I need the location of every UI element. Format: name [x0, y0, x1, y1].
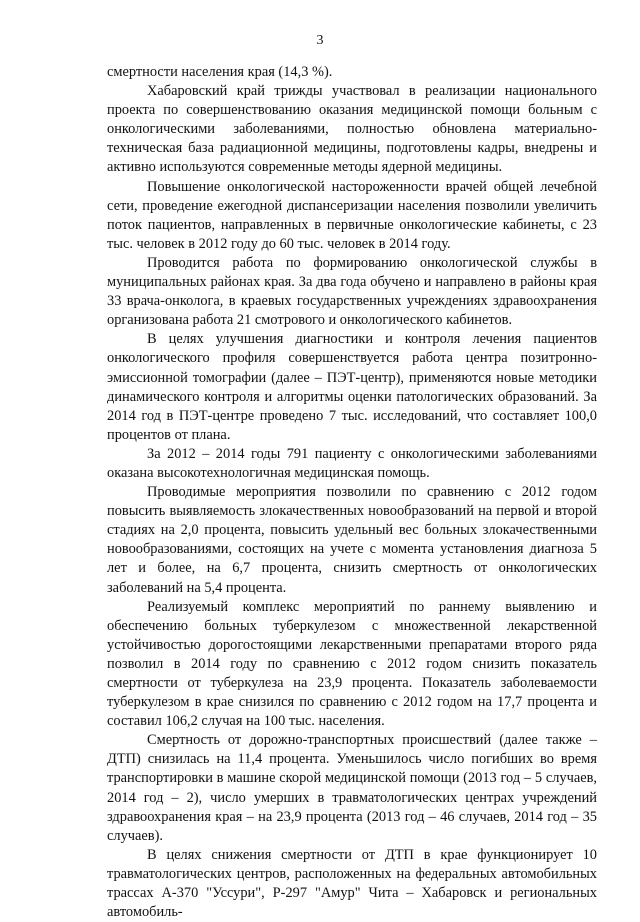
- paragraph-oncology-service: Проводится работа по формированию онкологической службы в муниципальных районах края. За два года обучено и направлено в районы края 33 врача-онколога, в краевых государственных учреждениях здравоохранения организована работа 21 смотрового и онкологического кабинетов.: [107, 254, 597, 329]
- paragraph-oncological-alertness: Повышение онкологической настороженности врачей общей лечебной сети, проведение ежегодной диспансеризации населения позволили увеличить поток пациентов, направленных в первичные онкологические кабинеты, с 23 тыс. человек в 2012 году до 60 тыс. человек в 2014 году.: [107, 178, 597, 252]
- paragraph-detection-results: Проводимые мероприятия позволили по сравнению с 2012 годом повысить выявляемость злокачественных новообразований на первой и второй стадиях на 2,0 процента, повысить удельный вес больных злокачественными новообразованиями, состоящих на учете с момента установления диагноза 5 лет и более, на 6,7 процента, снизить смертность от онкологических заболеваний на 5,4 процента.: [107, 484, 597, 596]
- document-body: [107, 63, 597, 922]
- paragraph-trauma-centers: В целях снижения смертности от ДТП в крае функционирует 10 травматологических центров, расположенных на федеральных автомобильных трассах А-370 "Уссури", Р-297 "Амур" Чита – Хабаровск и региональных автомобиль-: [107, 846, 597, 921]
- paragraph-tuberculosis: Реализуемый комплекс мероприятий по раннему выявлению и обеспечению больных туберкулезом с множественной лекарственной устойчивостью дорогостоящими лекарственными препаратами второго ряда позволил в 2014 году по сравнению с 2012 годом снизить показатель смертности от туберкулеза на 23,9 процента. Показатель заболеваемости туберкулезом в крае снизился по сравнению с 2012 годом на 17,7 процента и составил 106,2 случая на 100 тыс. населения.: [107, 598, 597, 730]
- paragraph-high-tech-care: За 2012 – 2014 годы 791 пациенту с онкологическими заболеваниями оказана высокотехнологичная медицинская помощь.: [107, 445, 597, 481]
- page-number: 3: [316, 33, 324, 48]
- paragraph-pet-center: В целях улучшения диагностики и контроля лечения пациентов онкологического профиля совершенствуется работа центра позитронно-эмиссионной томографии (далее – ПЭТ-центр), применяются новые методики динамического контроля и алгоритмы оценки патологических образований. За 2014 год в ПЭТ-центре проведено 7 тыс. исследований, что составляет 100,0 процентов от плана.: [107, 331, 597, 443]
- paragraph-road-traffic-mortality: Смертность от дорожно-транспортных происшествий (далее также – ДТП) снизилась на 11,4 процента. Уменьшилось число погибших во время транспортировки в машине скорой медицинской помощи (2013 год – 5 случаев, 2014 год – 2), число умерших в травматологических центрах учреждений здравоохранения края – на 23,9 процента (2013 год – 46 случаев, 2014 год – 35 случаев).: [107, 732, 597, 844]
- paragraph-national-project: Хабаровский край трижды участвовал в реализации национального проекта по совершенствованию оказания медицинской помощи больным с онкологическими заболеваниями, полностью обновлена материально-техническая база радиационной медицины, подготовлены кадры, внедрены и активно используются современные методы ядерной медицины.: [107, 83, 597, 176]
- paragraph-mortality-continuation: смертности населения края (14,3 %).: [107, 64, 333, 80]
